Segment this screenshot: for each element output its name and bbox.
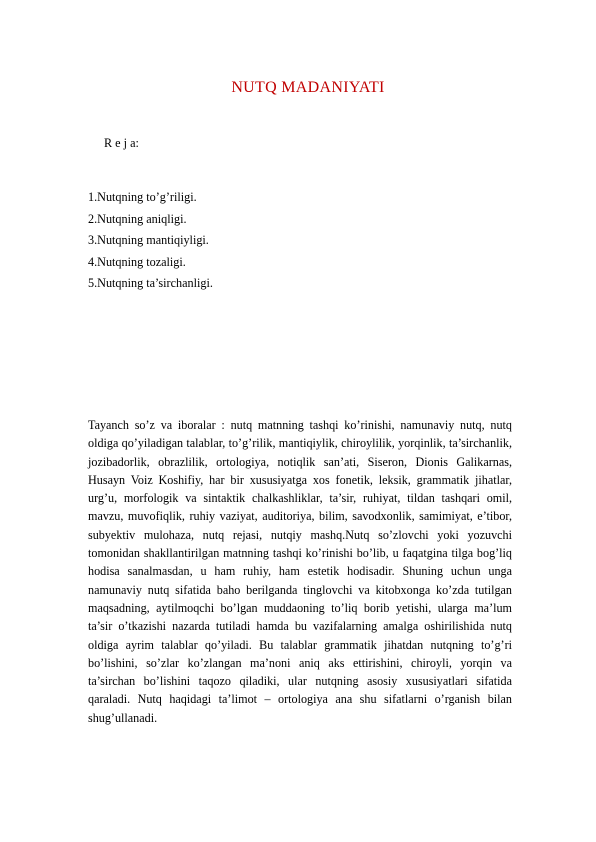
document-title-text: NUTQ MADANIYATI bbox=[231, 79, 385, 96]
plan-list bbox=[88, 189, 213, 297]
body-paragraph: Tayanch so’z va iboralar : nutq matnning tashqi ko’rinishi, namunaviy nutq, nutq oldiga qo’yiladigan talablar, to’g’rilik, mantiqiylik, chiroylilik, yorqinlik, ta’sirchanlik, jozibadorlik, obrazlilik, ortologiya, notiqlik san’ati, Siseron, Dionis Galikarnas, Husayn Voiz Koshifiy, har bir xususiyatga xos fonetik, leksik, grammatik jihatlar, urg’u, morfologik va sintaktik chalkashliklar, ta’sir, ruhiyat, tildan tashqari omil, mavzu, muvofiqlik, ruhiy vaziyat, auditoriya, bilim, savodxonlik, samimiyat, e’tibor, subyektiv mulohaza, nutq rejasi, nutqiy mashq.Nutq so’zlovchi yoki yozuvchi tomonidan shakllantirilgan matnning tashqi ko’rinishi bo’lib, u faqatgina tilga bog’liq hodisa sanalmasdan, u ham ruhiy, ham estetik hodisadir. Shuning uchun unga namunaviy nutq sifatida baho berilganda tinglovchi va kitobxonga ko’zda tutilgan maqsadning, aytilmoqchi bo’lgan muddaoning to’liq borib yetishi, ularga ma’lum ta’sir o’tkazishi nazarda tutiladi hamda bu vazifalarning amalga oshirilishida nutq oldiga ayrim talablar qo’yiladi. Bu talablar grammatik jihatdan nutqning to’g’ri bo’lishini, so’zlar ko’zlangan ma’noni aniq aks ettirishini, chiroyli, yorqin va ta’sirchan bo’lishini taqozo qiladiki, ular nutqning asosiy xususiyatlari sifatida qaraladi. Nutq haqidagi ta’limot – ortologiya ana shu sifatlarni o’rganish bilan shug’ullanadi. bbox=[88, 418, 512, 725]
plan-item: 3.Nutqning mantiqiyligi. bbox=[88, 233, 209, 247]
plan-item: 2.Nutqning aniqligi. bbox=[88, 211, 187, 226]
plan-label: R e j a: bbox=[104, 136, 139, 150]
plan-item: 5.Nutqning ta’sirchanligi. bbox=[88, 276, 213, 290]
plan-item: 1.Nutqning to’g’riligi. bbox=[88, 190, 197, 204]
document-title bbox=[0, 78, 596, 98]
plan-item: 4.Nutqning tozaligi. bbox=[88, 254, 186, 269]
